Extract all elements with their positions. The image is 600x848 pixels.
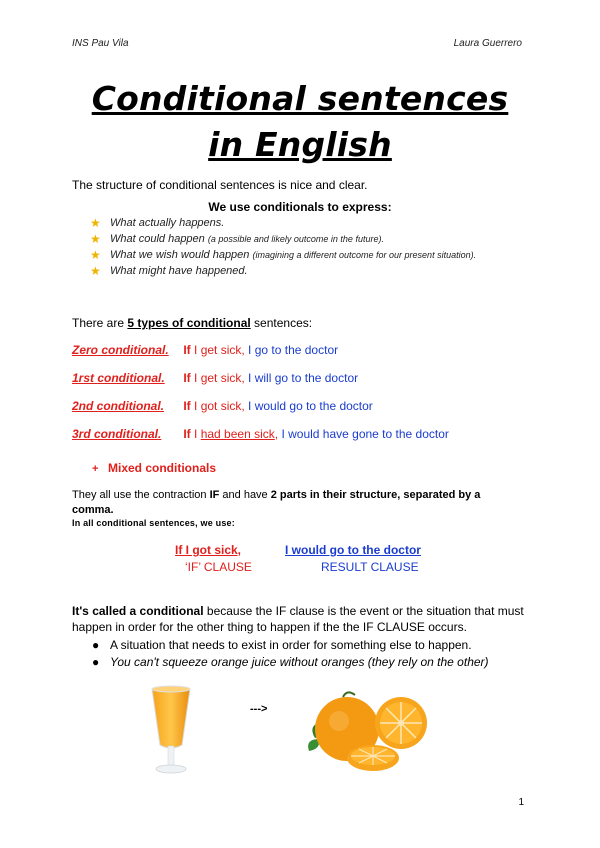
plus-icon: +	[92, 463, 99, 475]
conditional-row-first: 1rst conditional. If I get sick, I will go to the doctor	[72, 371, 359, 385]
conditional-row-zero: Zero conditional. If I get sick, I go to the doctor	[72, 343, 339, 357]
star-icon: ★	[90, 216, 101, 230]
arrow-text: --->	[250, 703, 268, 715]
intro-text: The structure of conditional sentences is nice and clear.	[72, 178, 368, 192]
uses-list	[90, 215, 510, 279]
if-clause-label: ‘IF’ CLAUSE	[185, 560, 252, 574]
orange-juice-glass-image	[148, 683, 194, 775]
result-clause-label: RESULT CLAUSE	[321, 560, 419, 574]
conditional-row-third: 3rd conditional. If I had been sick, I would have gone to the doctor	[72, 427, 449, 441]
called-conditional-text: It's called a conditional because the IF clause is the event or the situation that must happen in order for the other thing to happen if the the IF CLAUSE occurs.	[72, 604, 524, 634]
conditional-name: Zero conditional.	[72, 343, 169, 357]
uses-item: ★ What we wish would happen (imagining a different outcome for our present situation).	[90, 248, 477, 262]
page-number: 1	[518, 797, 524, 808]
uses-item: ★ What could happen (a possible and likely outcome in the future).	[90, 232, 384, 246]
conditional-name: 1rst conditional.	[72, 371, 165, 385]
example-result-clause: I would go to the doctor	[285, 543, 421, 557]
conditional-name: 3rd conditional.	[72, 427, 162, 441]
example-if-clause: If I got sick,	[175, 543, 242, 557]
star-icon: ★	[90, 232, 101, 246]
bullet-icon: ●	[92, 655, 100, 669]
header-author: Laura Guerrero	[453, 38, 522, 49]
star-icon: ★	[90, 264, 101, 278]
oranges-image	[305, 683, 435, 773]
page-title-line-1: Conditional sentences	[91, 79, 509, 118]
uses-item: ★ What might have happened.	[90, 264, 248, 278]
bullet-item: ● You can't squeeze orange juice without oranges (they rely on the other)	[92, 655, 489, 669]
contraction-text: They all use the contraction IF and have 2 parts in their structure, separated by a comma.	[72, 489, 481, 516]
uses-item: ★ What actually happens.	[90, 216, 225, 230]
mixed-conditionals-item: + Mixed conditionals	[92, 461, 217, 475]
bullet-item: ● A situation that needs to exist in order for something else to happen.	[92, 638, 472, 652]
bullet-icon: ●	[92, 638, 100, 652]
page-title-line-2: in English	[208, 125, 392, 164]
in-all-text: In all conditional sentences, we use:	[72, 518, 235, 528]
header-school: INS Pau Vila	[72, 38, 129, 49]
uses-heading: We use conditionals to express:	[208, 200, 392, 214]
star-icon: ★	[90, 248, 101, 262]
types-intro: There are 5 types of conditional sentences:	[72, 316, 313, 330]
conditional-name: 2nd conditional.	[72, 399, 164, 413]
conditional-row-second: 2nd conditional. If I got sick, I would go to the doctor	[72, 399, 373, 413]
